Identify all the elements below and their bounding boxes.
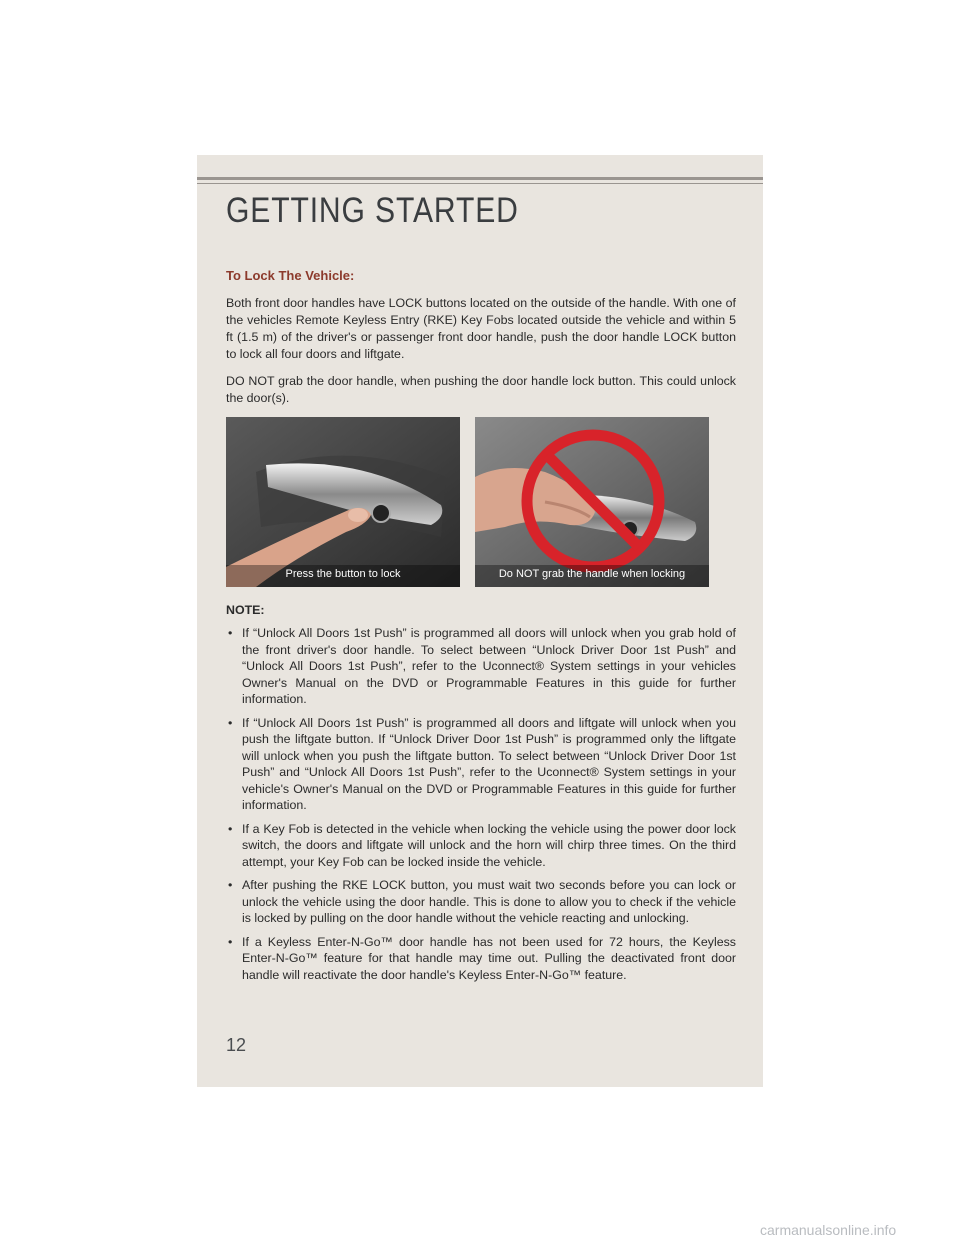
- section-title: GETTING STARTED: [226, 191, 519, 230]
- paragraph: DO NOT grab the door handle, when pushing the door handle lock button. This could unlock the door(s).: [226, 374, 736, 405]
- press-button-photo: [226, 417, 460, 587]
- manual-page: [197, 155, 763, 1087]
- note-item: [226, 934, 736, 984]
- note-text: If a Key Fob is detected in the vehicle when locking the vehicle using the power door lock switch, the doors and liftgate will unlock and the horn will chirp three times. On the third attempt, your Key Fob can be locked inside the vehicle.: [242, 821, 736, 869]
- door-handle-grab-image: [475, 417, 709, 587]
- note-item: [226, 821, 736, 871]
- door-handle-press-image: [226, 417, 460, 587]
- note-text: If “Unlock All Doors 1st Push” is programmed all doors will unlock when you grab hold of the front driver's door handle. To select between “Unlock Driver Door 1st Push” and “Unlock All Doors 1st Push”, refer to the Uconnect® System settings in your vehicles Owner's Manual on the DVD or Programmable Features in this guide for further information.: [242, 626, 736, 706]
- bullet: •: [228, 715, 233, 730]
- do-not-grab-photo: [475, 417, 709, 587]
- note-text: After pushing the RKE LOCK button, you must wait two seconds before you can lock or unlock the vehicle using the door handle. This is done to allow you to check if the vehicle is locked by pulling on the door handle without the vehicle reacting and unlocking.: [242, 878, 736, 925]
- content: [226, 268, 736, 990]
- bullet: •: [228, 878, 233, 892]
- note-item: [226, 715, 736, 814]
- bullet: •: [228, 934, 233, 949]
- bullet: •: [228, 821, 233, 836]
- note-text: If “Unlock All Doors 1st Push” is programmed all doors and liftgate will unlock when you push the liftgate button. If “Unlock Driver Door 1st Push” is programmed only the liftgate will unlock when you push the liftgate button. To select between “Unlock Driver Door 1st Push” and “Unlock All Doors 1st Push”, refer to the Uconnect® System settings in your vehicle's Owner's Manual on the DVD or Programmable Features in this guide for further information.: [242, 715, 736, 812]
- photo-row: [226, 417, 736, 589]
- photo-caption: Do NOT grab the handle when locking: [498, 568, 686, 580]
- header-rule-thick: [197, 177, 763, 180]
- subheading: To Lock The Vehicle:: [226, 268, 355, 283]
- note-item: [226, 877, 736, 927]
- note-list: [226, 625, 736, 983]
- header-rule-thin: [197, 183, 763, 184]
- page-number: 12: [226, 1035, 247, 1055]
- watermark: carmanualsonline.info: [760, 1222, 897, 1238]
- note-heading: NOTE:: [226, 603, 265, 617]
- bullet: •: [228, 626, 233, 640]
- note-item: [226, 625, 736, 708]
- note-text: If a Keyless Enter-N-Go™ door handle has not been used for 72 hours, the Keyless Enter-N-Go™ feature for that handle may time out. Pulling the deactivated front door handle will reactivate the door handle's Keyless Enter-N-Go™ feature.: [242, 934, 736, 982]
- paragraph: Both front door handles have LOCK buttons located on the outside of the handle. With one of the vehicles Remote Keyless Entry (RKE) Key Fobs located outside the vehicle and within 5 ft (1.5 m) of the driver's or passenger front door handle, push the door handle LOCK button to lock all four doors and liftgate.: [226, 296, 736, 361]
- photo-caption: Press the button to lock: [285, 568, 401, 580]
